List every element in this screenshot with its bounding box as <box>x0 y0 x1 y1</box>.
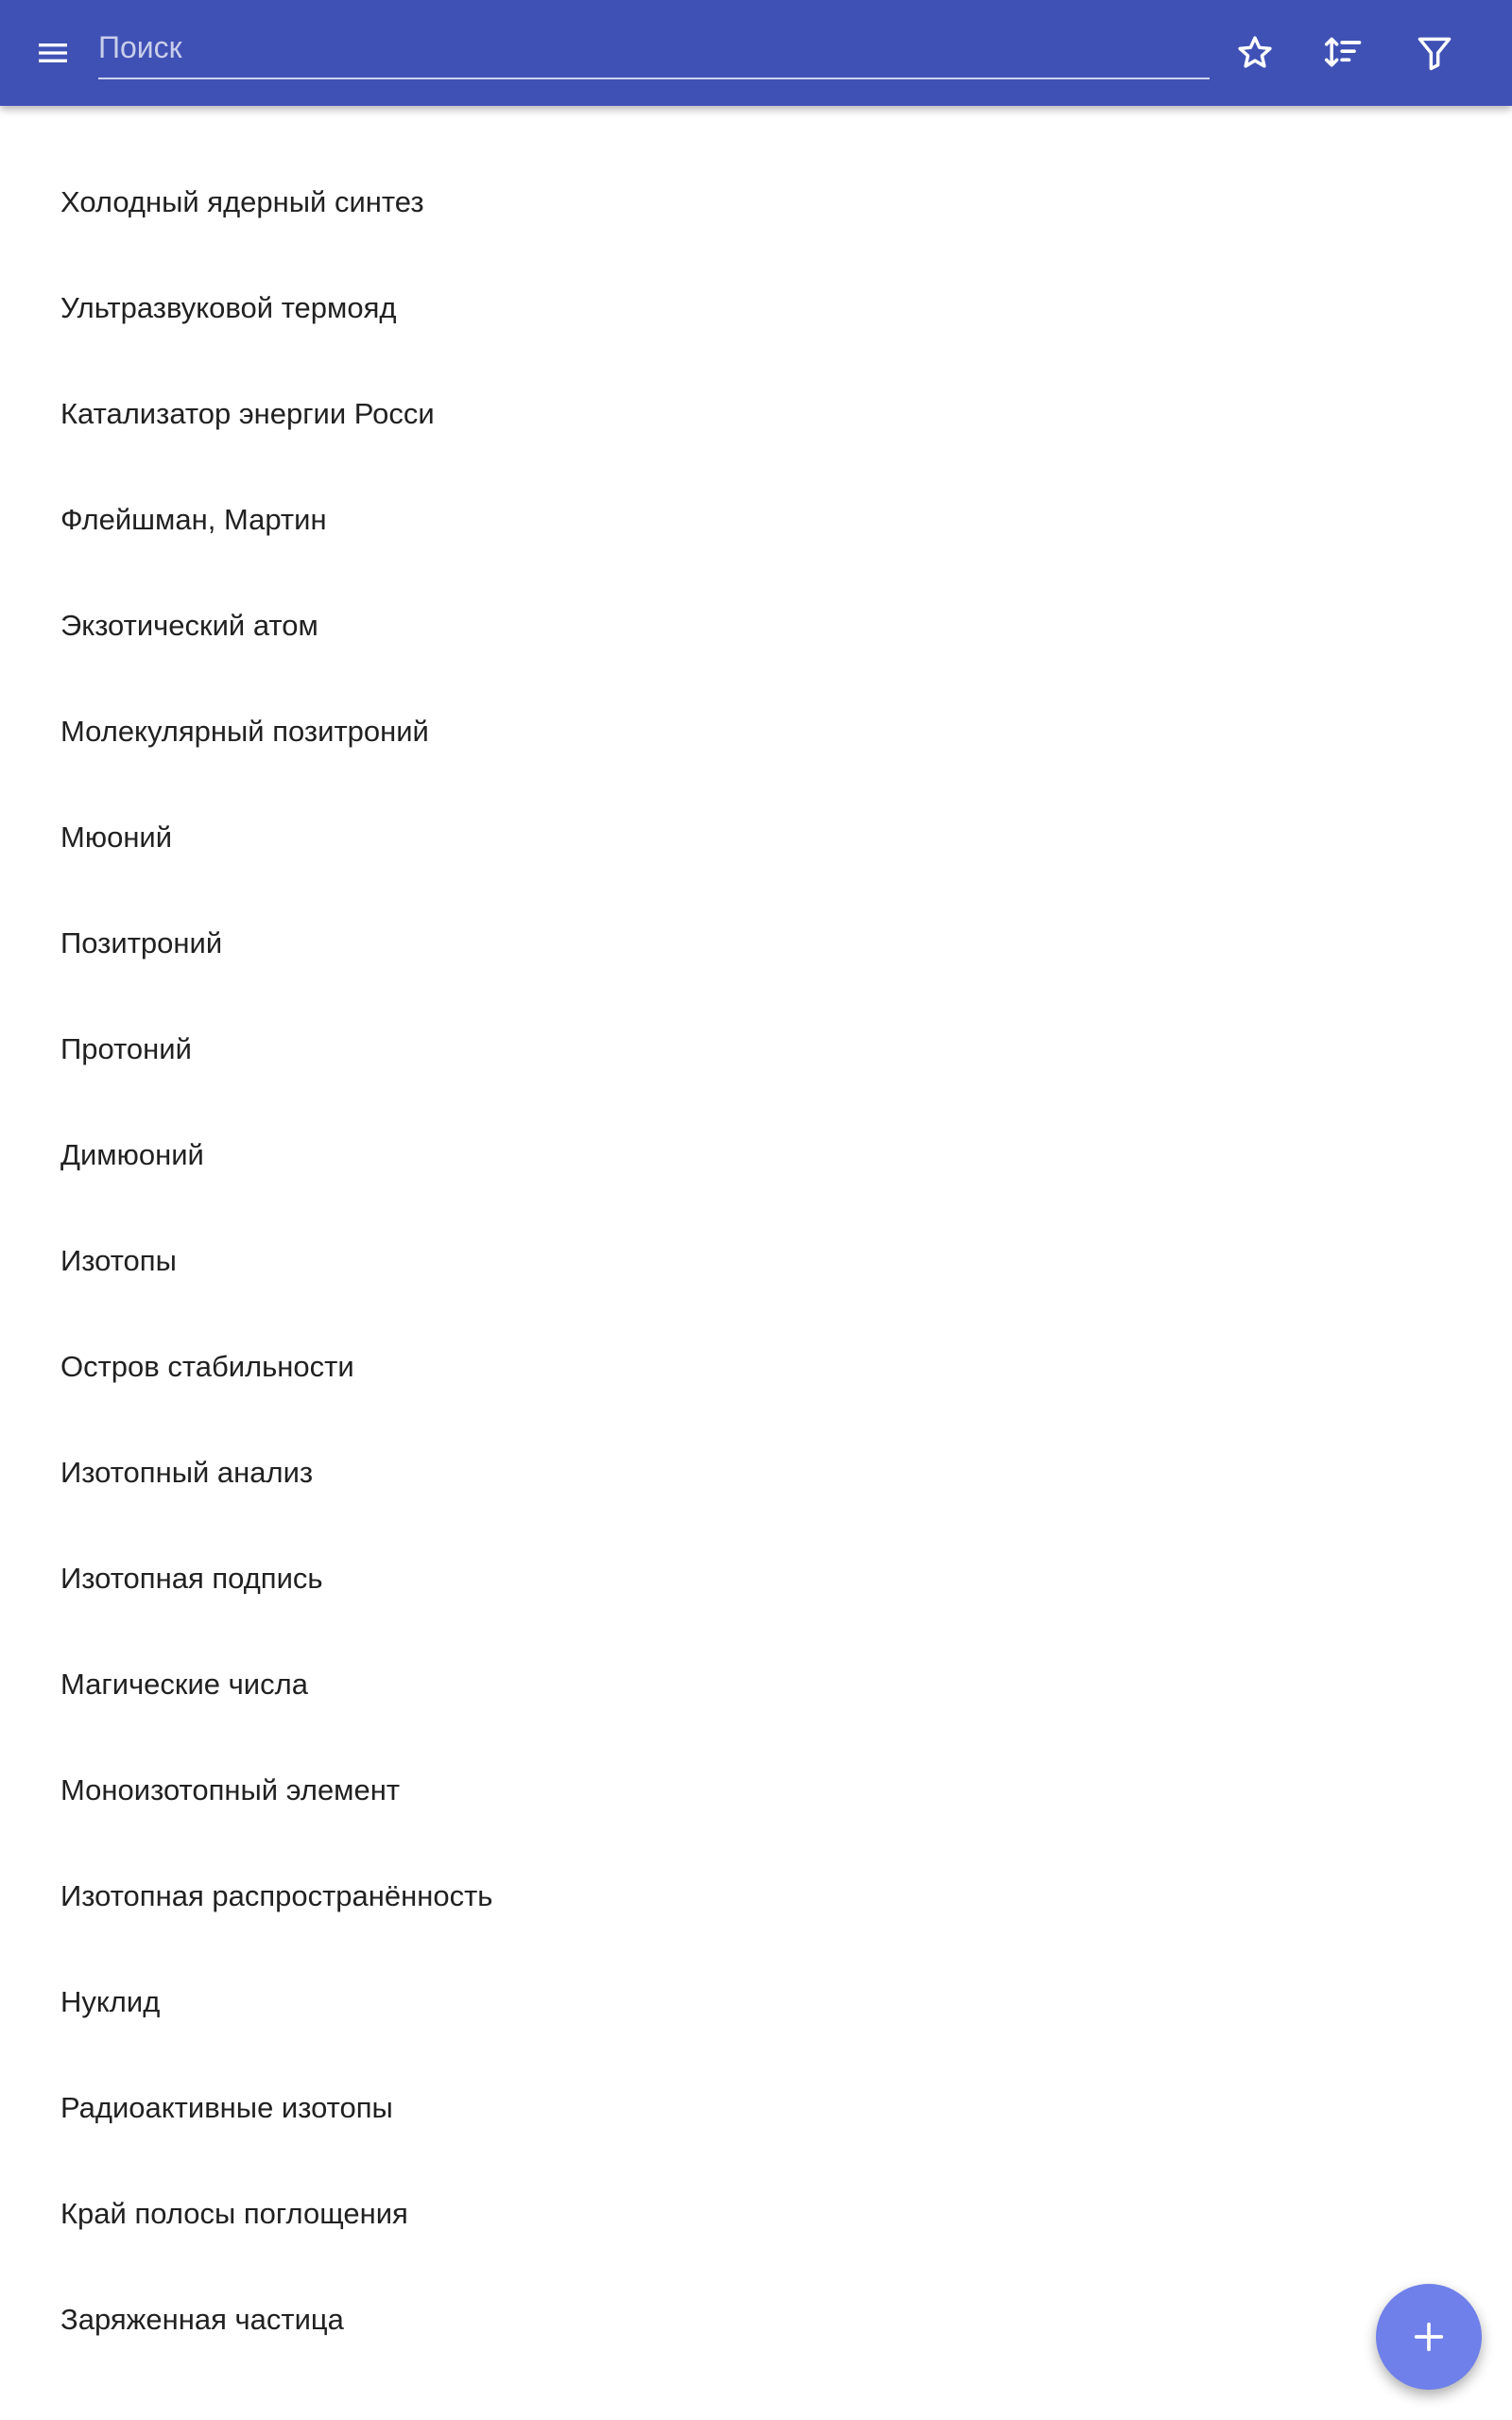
list-item[interactable] <box>0 1420 1512 1526</box>
filter-icon <box>1414 32 1455 74</box>
list-item-label: Позитроний <box>60 926 223 959</box>
star-outline-icon <box>1234 32 1276 74</box>
list-item-label: Моноизотопный элемент <box>60 1773 401 1806</box>
sort-button[interactable] <box>1308 19 1380 87</box>
filter-button[interactable] <box>1399 19 1470 87</box>
list-item-label: Холодный ядерный синтез <box>60 185 424 218</box>
list-item[interactable] <box>0 2055 1512 2161</box>
list-item[interactable] <box>0 1526 1512 1632</box>
list-item[interactable] <box>0 573 1512 679</box>
list-item-label: Изотопы <box>60 1244 177 1277</box>
search-field[interactable] <box>98 17 1210 79</box>
favorites-button[interactable] <box>1219 19 1291 87</box>
list-item-label: Магические числа <box>60 1668 308 1701</box>
list-item[interactable] <box>0 2161 1512 2267</box>
list-item[interactable] <box>0 785 1512 890</box>
list-item-label: Изотопная подпись <box>60 1562 323 1595</box>
list-item-label: Ультразвуковой термояд <box>60 291 397 324</box>
app-toolbar <box>0 0 1512 106</box>
plus-icon <box>1410 2318 1448 2356</box>
list-item-label: Димюоний <box>60 1138 204 1171</box>
sort-icon <box>1323 32 1365 74</box>
list-item[interactable] <box>0 1314 1512 1420</box>
list-item[interactable] <box>0 149 1512 255</box>
list-item[interactable] <box>0 1632 1512 1737</box>
list-item[interactable] <box>0 1737 1512 1843</box>
list-item-label: Экзотический атом <box>60 609 318 642</box>
add-button[interactable] <box>1376 2284 1482 2390</box>
list-item[interactable] <box>0 679 1512 785</box>
list-item[interactable] <box>0 467 1512 573</box>
list-item-label: Изотопная распространённость <box>60 1879 493 1912</box>
list-item-label: Остров стабильности <box>60 1350 354 1383</box>
list-item[interactable] <box>0 2267 1512 2373</box>
list-item[interactable] <box>0 996 1512 1102</box>
list-item-label: Молекулярный позитроний <box>60 715 429 748</box>
list-item[interactable] <box>0 890 1512 996</box>
list-item-label: Радиоактивные изотопы <box>60 2091 393 2124</box>
list-item[interactable] <box>0 1949 1512 2055</box>
list-item[interactable] <box>0 1102 1512 1208</box>
menu-button[interactable] <box>19 19 87 87</box>
list-item-label: Катализатор энергии Росси <box>60 397 435 430</box>
list-item-label: Протоний <box>60 1032 192 1065</box>
menu-icon <box>34 34 72 72</box>
list-item-label: Заряженная частица <box>60 2303 344 2336</box>
list-item[interactable] <box>0 255 1512 361</box>
list-item-label: Изотопный анализ <box>60 1456 314 1489</box>
article-list <box>0 106 1512 2420</box>
list-item-label: Нуклид <box>60 1985 161 2018</box>
search-input[interactable] <box>98 23 1210 72</box>
list-item[interactable] <box>0 1208 1512 1314</box>
list-item-label: Край полосы поглощения <box>60 2197 408 2230</box>
list-item[interactable] <box>0 361 1512 467</box>
list-item[interactable] <box>0 1843 1512 1949</box>
list-item-label: Мюоний <box>60 821 173 854</box>
list-item-label: Флейшман, Мартин <box>60 503 327 536</box>
